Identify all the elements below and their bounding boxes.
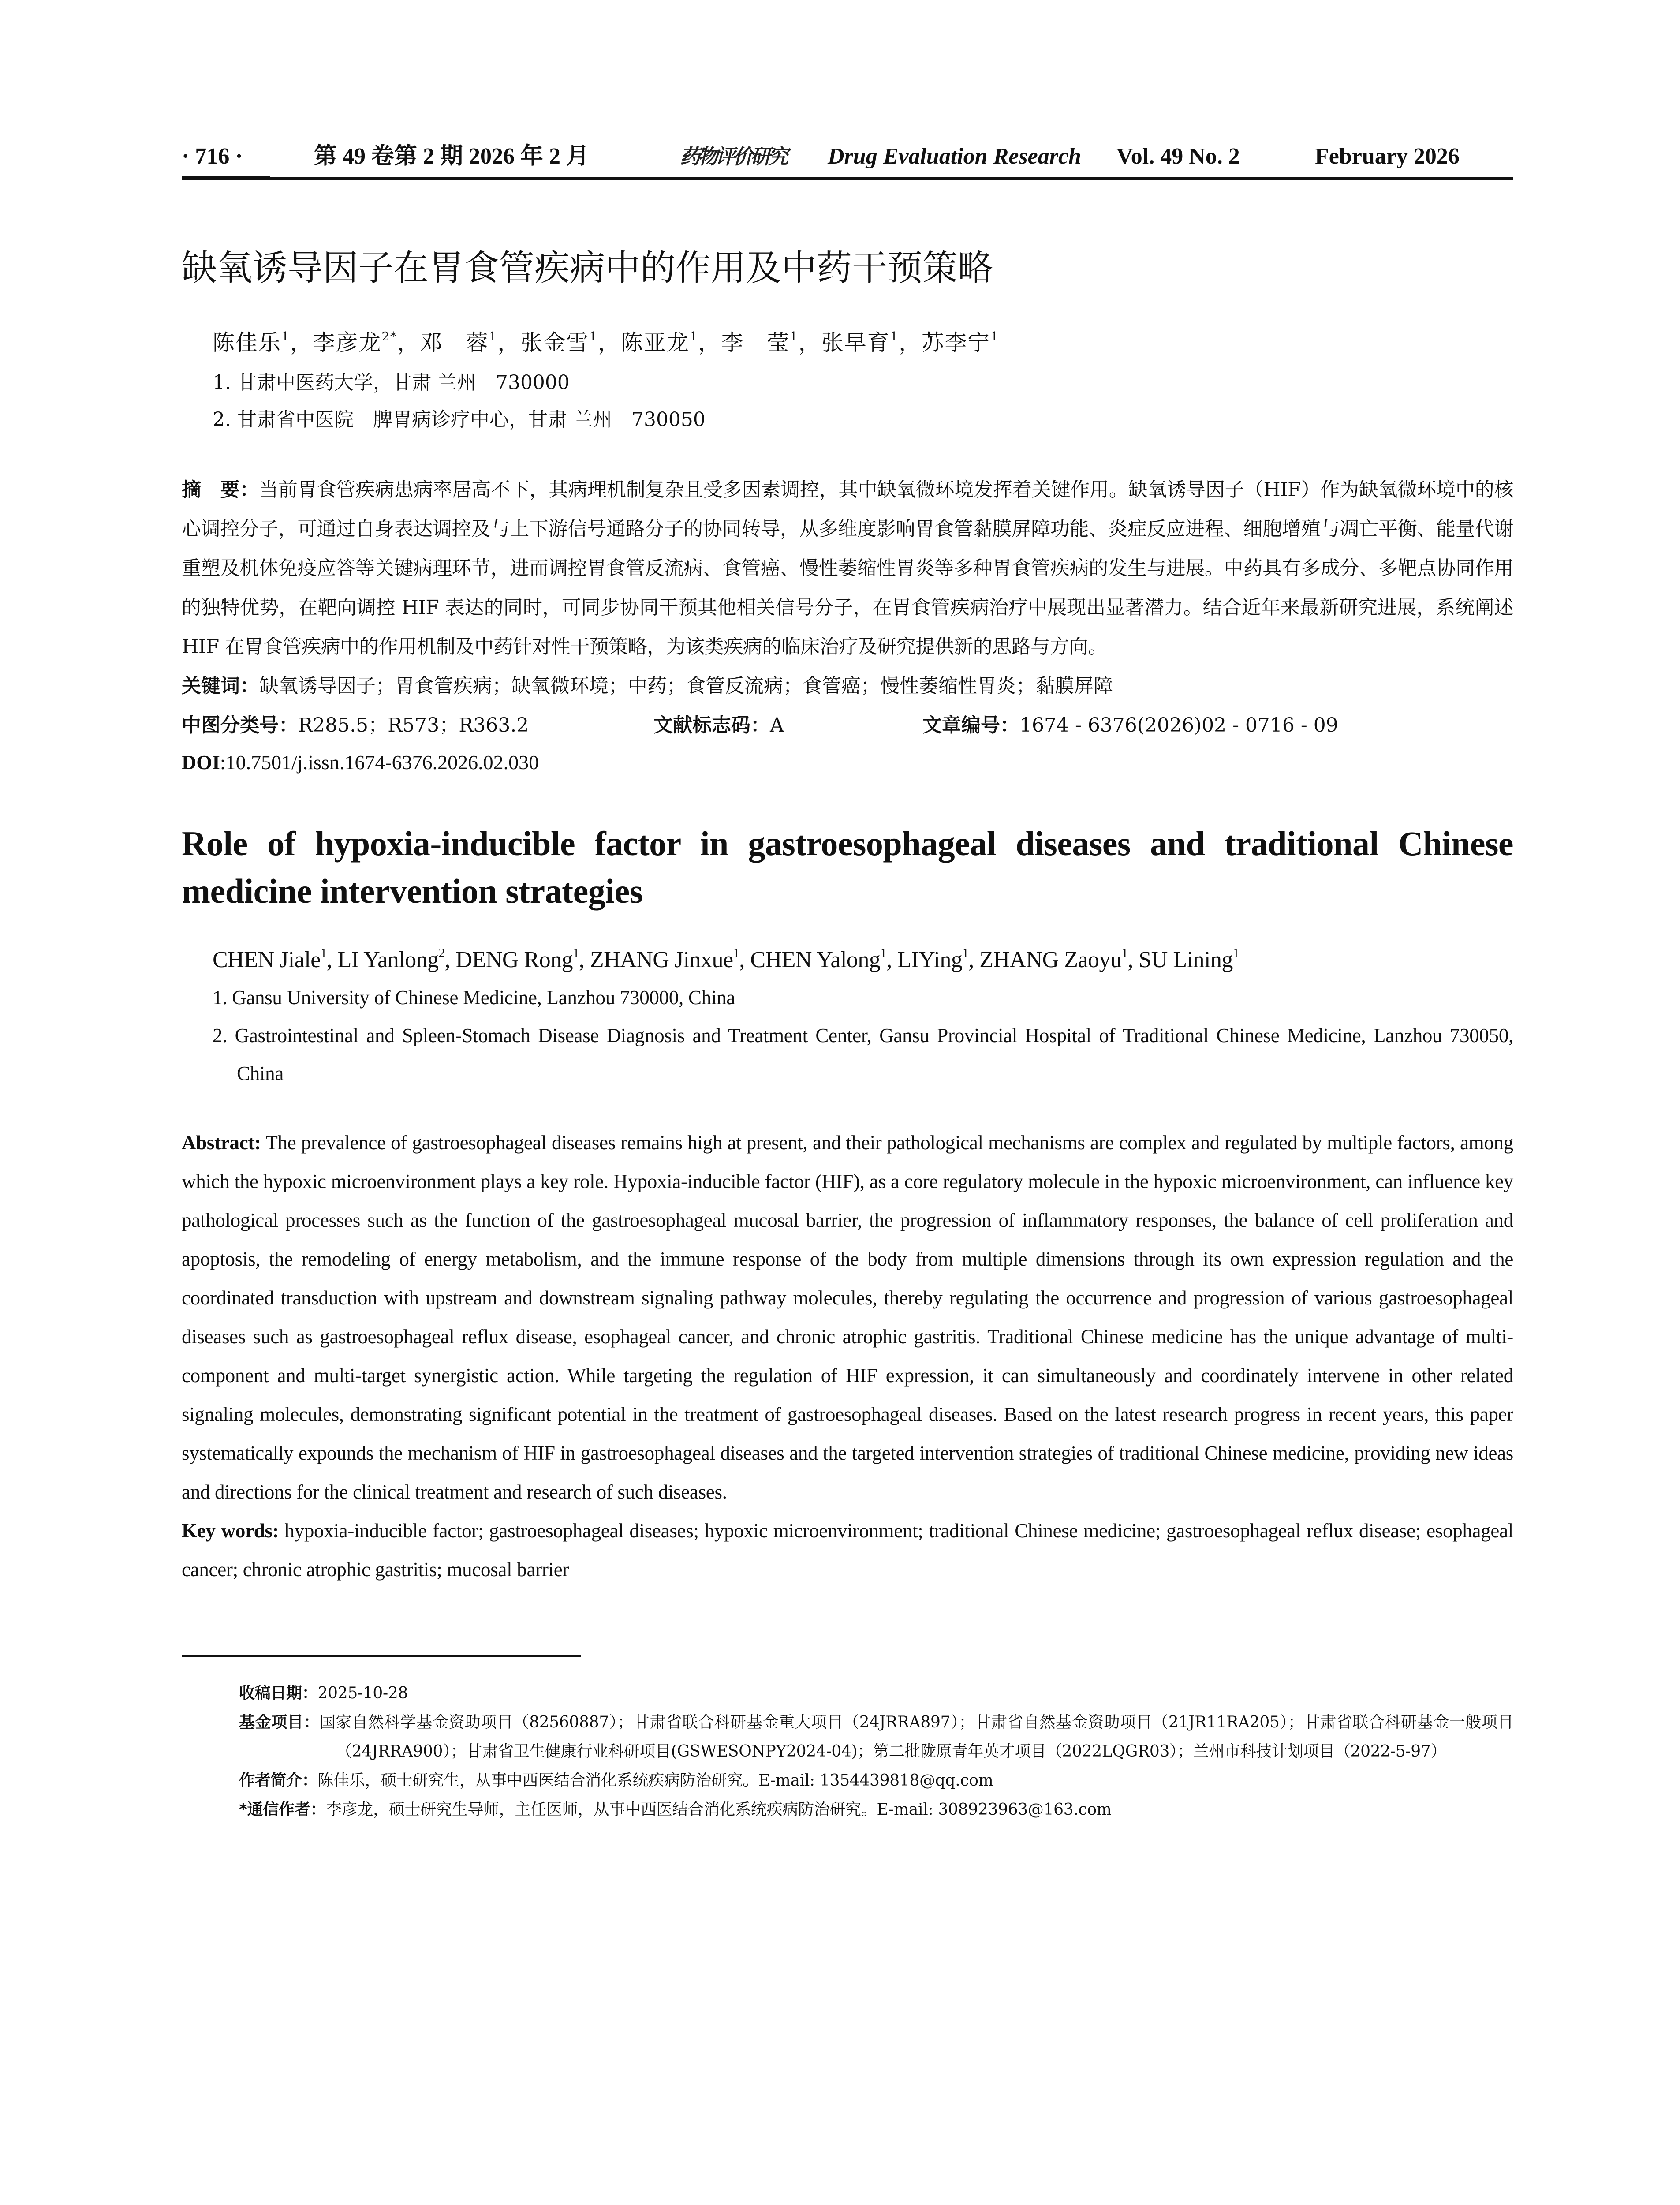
- authors-en: [213, 943, 1513, 977]
- page-number: · 716 ·: [182, 144, 243, 169]
- author-item: [922, 330, 999, 355]
- title-cn: 缺氧诱导因子在胃食管疾病中的作用及中药干预策略: [182, 247, 993, 288]
- author-affiliation-mark: 1: [573, 946, 579, 960]
- author-affiliation-mark: 2*: [381, 329, 397, 344]
- publication-month: February 2026: [1315, 144, 1460, 169]
- author-separator: ，: [497, 330, 521, 355]
- author-affiliation-mark: 1: [790, 329, 799, 344]
- footnote-funding: [239, 1708, 1513, 1766]
- author-item: [750, 947, 897, 972]
- author-affiliation-mark: 1: [880, 946, 887, 960]
- article-number-field: [922, 706, 1338, 745]
- issue-info-cn: 第 49 卷第 2 期 2026 年 2 月: [314, 144, 590, 169]
- author-separator: ，: [597, 330, 621, 355]
- journal-logo-calligraphy: 药物评价研究: [680, 145, 786, 168]
- author-affiliation-mark: 1: [589, 329, 598, 344]
- author-name: 李彦龙: [313, 330, 382, 355]
- article-page: [182, 0, 1513, 1842]
- received-label: 收稿日期：: [239, 1684, 318, 1702]
- author-name: 邓 蓉: [420, 330, 489, 355]
- keywords-en: [182, 1511, 1513, 1589]
- author-separator: ,: [968, 947, 980, 972]
- volume-issue: Vol. 49 No. 2: [1116, 144, 1240, 169]
- header-rules: [182, 176, 1513, 180]
- affiliation-en-1: 1. Gansu University of Chinese Medicine, Lanzhou 730000, China: [213, 987, 735, 1009]
- author-name: 李 莹: [721, 330, 790, 355]
- author-name: ZHANG Jinxue: [590, 947, 733, 972]
- author-separator: ,: [739, 947, 750, 972]
- author-name: LI Yanlong: [337, 947, 439, 972]
- author-separator: ,: [579, 947, 590, 972]
- keywords-cn-text: 缺氧诱导因子；胃食管疾病；缺氧微环境；中药；食管反流病；食管癌；慢性萎缩性胃炎；黏膜屏障: [259, 675, 1113, 697]
- author-name: 陈亚龙: [620, 330, 690, 355]
- abstract-cn-text: 当前胃食管疾病患病率居高不下，其病理机制复杂且受多因素调控，其中缺氧微环境发挥着关键作用。缺氧诱导因子（HIF）作为缺氧微环境中的核心调控分子，可通过自身表达调控及与上下游信号通路分子的协同转导，从多维度影响胃食管黏膜屏障功能、炎症反应进程、细胞增殖与凋亡平衡、能量代谢重塑及机体免疫应答等关键病理环节，进而调控胃食管反流病、食管癌、慢性萎缩性胃炎等多种胃食管疾病的发生与进展。中药具有多成分、多靶点协同作用的独特优势，在靶向调控 HIF 表达的同时，可同步协同干预其他相关信号分子，在胃食管疾病治疗中展现出显著潜力。结合近年来最新研究进展，系统阐述 HIF 在胃食管疾病中的作用机制及中药针对性干预策略，为该类疾病的临床治疗及研究提供新的思路与方向。: [182, 478, 1514, 658]
- title-en: Role of hypoxia-inducible factor in gastroesophageal diseases and traditional Chinese medicine intervention strategies: [182, 824, 1513, 910]
- author-name: 陈佳乐: [213, 330, 281, 355]
- abstract-en-label: Abstract:: [182, 1132, 261, 1154]
- author-name: DENG Rong: [455, 947, 573, 972]
- author-item: [338, 947, 456, 972]
- doi-line: [182, 745, 1513, 780]
- author-item: [721, 330, 821, 355]
- author-item: [979, 947, 1139, 972]
- author-name: CHEN Yalong: [750, 947, 881, 972]
- author-name: 张金雪: [520, 330, 590, 355]
- affiliation-en-2: 2. Gastrointestinal and Spleen-Stomach Disease Diagnosis and Treatment Center, Gansu Provincial Hospital of Traditional Chinese Medicine, Lanzhou 730050, China: [213, 1024, 1513, 1084]
- author-item: [590, 947, 750, 972]
- author-affiliation-mark: 1: [489, 329, 498, 344]
- author-affiliation-mark: 2: [438, 946, 445, 960]
- author-item: [821, 330, 922, 355]
- author-affiliation-mark: 1: [990, 329, 999, 344]
- author-item: [897, 947, 979, 972]
- footnote-corresponding-author: [239, 1795, 1513, 1824]
- author-separator: ，: [397, 330, 420, 355]
- author-affiliation-mark: 1: [890, 329, 899, 344]
- author-name: ZHANG Zaoyu: [979, 947, 1122, 972]
- author-separator: ，: [899, 330, 922, 355]
- corresponding-text: 李彦龙，硕士研究生导师，主任医师，从事中西医结合消化系统疾病防治研究。E-mail: 308923963@163.com: [326, 1801, 1112, 1819]
- author-affiliation-mark: 1: [962, 946, 969, 960]
- header-rule: [182, 177, 1513, 180]
- footnote-author-bio: [239, 1766, 1513, 1795]
- author-separator: ,: [444, 947, 456, 972]
- footnote-rule: [182, 1655, 581, 1657]
- author-separator: ，: [698, 330, 721, 355]
- author-bio-label: 作者简介：: [239, 1771, 318, 1790]
- keywords-cn-label: 关键词：: [182, 675, 259, 697]
- article-number-label: 文章编号：: [922, 714, 1019, 736]
- abstract-en: [182, 1123, 1513, 1511]
- doi-label: DOI: [182, 751, 220, 774]
- author-separator: ,: [326, 947, 338, 972]
- author-name: 苏李宁: [922, 330, 991, 355]
- author-name: LIYing: [897, 947, 963, 972]
- clc-label: 中图分类号：: [182, 714, 298, 736]
- authors-cn: [213, 327, 1513, 358]
- author-item: [213, 947, 338, 972]
- author-item: [621, 330, 721, 355]
- author-name: SU Lining: [1139, 947, 1233, 972]
- funding-text: 国家自然科学基金资助项目（82560887）；甘肃省联合科研基金重大项目（24JRRA897）；甘肃省自然基金资助项目（21JR11RA205）；甘肃省联合科研基金一般项目（24JRRA900）；甘肃省卫生健康行业科研项目(GSWESONPY2024-04)；第二批陇原青年英才项目（2022LQGR03）；兰州市科技计划项目（2022-5-97）: [319, 1713, 1513, 1760]
- abstract-cn-label: 摘 要：: [182, 478, 259, 501]
- funding-label: 基金项目：: [239, 1713, 320, 1731]
- doc-code-field: [653, 706, 784, 745]
- author-name: 张早育: [821, 330, 890, 355]
- author-item: [313, 330, 420, 355]
- author-affiliation-mark: 1: [320, 946, 327, 960]
- author-item: [520, 330, 621, 355]
- keywords-en-text: hypoxia-inducible factor; gastroesophageal diseases; hypoxic microenvironment; traditional Chinese medicine; gastroesophageal reflux disease; esophageal cancer; chronic atrophic gastritis; mucosal barrier: [182, 1520, 1513, 1581]
- affiliation-cn-1: 1. 甘肃中医药大学，甘肃 兰州 730000: [213, 371, 570, 394]
- footnote-received: [239, 1679, 1513, 1708]
- author-item: [1139, 947, 1239, 972]
- running-header: [182, 142, 1513, 176]
- author-name: CHEN Jiale: [213, 947, 321, 972]
- author-affiliation-mark: 1: [1233, 946, 1239, 960]
- keywords-en-label: Key words:: [182, 1520, 279, 1542]
- author-item: [455, 947, 590, 972]
- article-number-value: 1674 - 6376(2026)02 - 0716 - 09: [1019, 714, 1338, 736]
- doc-code-value: A: [770, 714, 784, 736]
- corresponding-label: *通信作者：: [239, 1801, 326, 1819]
- received-date: 2025-10-28: [317, 1684, 408, 1702]
- author-separator: ,: [886, 947, 898, 972]
- doi-value[interactable]: :10.7501/j.issn.1674-6376.2026.02.030: [220, 751, 539, 774]
- journal-name-en: Drug Evaluation Research: [828, 144, 1081, 169]
- abstract-cn: [182, 470, 1513, 666]
- author-item: [213, 330, 313, 355]
- clc-value: R285.5；R573；R363.2: [298, 714, 529, 736]
- abstract-en-text: The prevalence of gastroesophageal diseases remains high at present, and their pathological mechanisms are complex and regulated by multiple factors, among which the hypoxic microenvironment plays a key role. Hypoxia-inducible factor (HIF), as a core regulatory molecule in the hypoxic microenvironment, can influence key pathological processes such as the function of the gastroesophageal mucosal barrier, the progression of inflammatory responses, the balance of cell proliferation and apoptosis, the remodeling of energy metabolism, and the immune response of the body from multiple dimensions through its own expression regulation and the coordinated transduction with upstream and downstream signaling pathway molecules, thereby regulating the occurrence and progression of various gastroesophageal diseases such as gastroesophageal reflux disease, esophageal cancer, and chronic atrophic gastritis. Traditional Chinese medicine has the unique advantage of multi-component and multi-target synergistic action. While targeting the regulation of HIF expression, it can simultaneously and coordinately intervene in other related signaling molecules, demonstrating significant potential in the treatment of gastroesophageal diseases. Based on the latest research progress in recent years, this paper systematically expounds the mechanism of HIF in gastroesophageal diseases and the targeted intervention strategies of traditional Chinese medicine, providing new ideas and directions for the clinical treatment and research of such diseases.: [182, 1132, 1513, 1503]
- keywords-cn: [182, 666, 1513, 706]
- author-separator: ,: [1127, 947, 1139, 972]
- classification-row: [182, 706, 1513, 745]
- author-separator: ，: [290, 330, 313, 355]
- author-bio-text: 陈佳乐，硕士研究生，从事中西医结合消化系统疾病防治研究。E-mail: 1354439818@qq.com: [317, 1771, 993, 1790]
- author-affiliation-mark: 1: [281, 329, 290, 344]
- author-separator: ，: [798, 330, 821, 355]
- clc-field: [182, 706, 529, 745]
- footnotes: [239, 1679, 1513, 1824]
- doc-code-label: 文献标志码：: [653, 714, 770, 736]
- author-affiliation-mark: 1: [1121, 946, 1128, 960]
- affiliation-cn-2: 2. 甘肃省中医院 脾胃病诊疗中心，甘肃 兰州 730050: [213, 408, 706, 431]
- author-affiliation-mark: 1: [733, 946, 739, 960]
- author-affiliation-mark: 1: [689, 329, 698, 344]
- author-item: [420, 330, 521, 355]
